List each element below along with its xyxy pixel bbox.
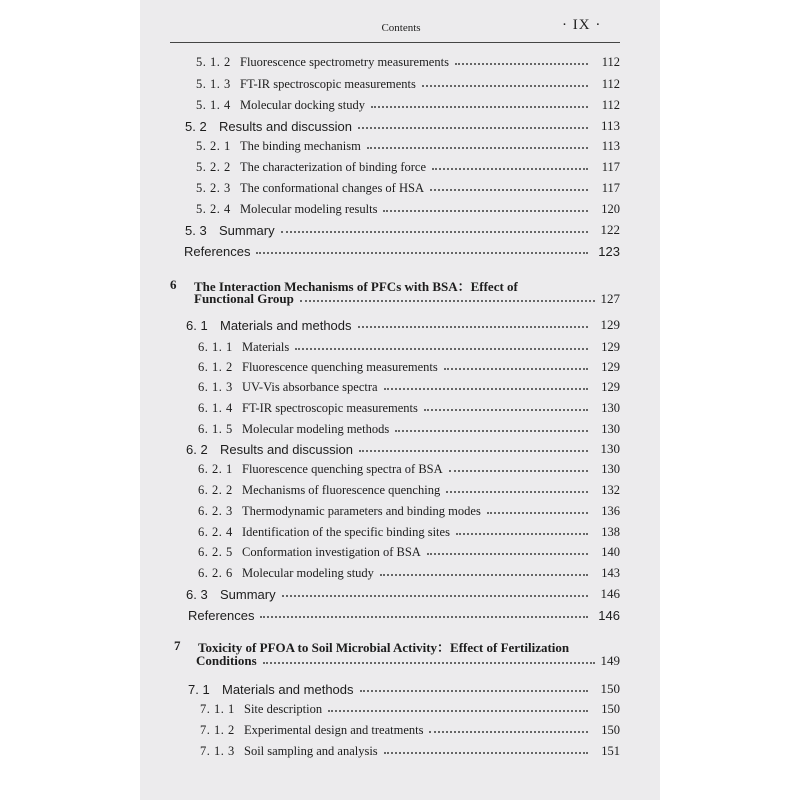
- toc-entry-page: 146: [600, 586, 620, 601]
- toc-entry-number: 5. 1. 2: [196, 54, 231, 69]
- toc-entry: [198, 501, 620, 521]
- toc-entry-label: Results and discussion: [220, 441, 353, 457]
- toc-entry-page: 130: [601, 421, 620, 436]
- toc-entry: [198, 419, 620, 439]
- toc-entry-label: Molecular modeling results: [240, 201, 378, 216]
- dot-leader: [384, 388, 588, 390]
- dot-leader: [449, 470, 588, 472]
- dot-leader: [395, 430, 588, 432]
- toc-entry-label: Site description: [244, 701, 323, 716]
- dot-leader: [444, 368, 588, 370]
- toc-section: [188, 679, 620, 699]
- toc-chapter-number: 6: [170, 277, 177, 292]
- toc-entry-number: 7. 1. 2: [200, 722, 235, 737]
- toc-entry-label: Thermodynamic parameters and binding modes: [242, 503, 481, 518]
- dot-leader: [282, 595, 588, 597]
- toc-section: [185, 220, 620, 240]
- toc-entry-number: 5. 3: [185, 222, 207, 238]
- header-rule: [170, 42, 620, 43]
- toc-entry: [198, 563, 620, 583]
- dot-leader: [430, 189, 588, 191]
- toc-entry-label: Fluorescence spectrometry measurements: [240, 54, 449, 69]
- toc-entry-number: 7. 1. 1: [200, 701, 235, 716]
- toc-entry: [196, 136, 620, 156]
- toc-entry-page: 120: [601, 201, 620, 216]
- toc-entry-label: Materials: [242, 339, 290, 354]
- toc-entry-label: Identification of the specific binding sites: [242, 524, 450, 539]
- toc-entry-label: Materials and methods: [222, 681, 354, 697]
- dot-leader: [427, 553, 588, 555]
- dot-leader: [424, 409, 588, 411]
- toc-entry-label: Results and discussion: [219, 118, 352, 134]
- toc-entry-number: 5. 1. 4: [196, 97, 231, 112]
- dot-leader: [358, 127, 588, 129]
- running-header-title: Contents: [381, 22, 421, 34]
- toc-section: [186, 439, 620, 459]
- toc-entry-label: Materials and methods: [220, 317, 352, 333]
- toc-entry: [198, 337, 620, 357]
- toc-section: [186, 584, 620, 604]
- toc-entry-page: 149: [600, 653, 620, 668]
- toc-entry-page: 127: [600, 291, 620, 306]
- toc-entry-page: 130: [600, 441, 620, 456]
- toc-entry-page: 112: [601, 54, 620, 69]
- toc-entry-page: 129: [601, 339, 620, 354]
- toc-entry-number: 6. 1. 1: [198, 339, 233, 354]
- toc-entry-label: Conformation investigation of BSA: [242, 544, 421, 559]
- toc-entry-page: 130: [601, 400, 620, 415]
- toc-chapter-title-line2: Functional Group: [194, 291, 294, 306]
- toc-entry: [196, 157, 620, 177]
- toc-entry-page: 112: [601, 97, 620, 112]
- toc-entry-number: 7. 1: [188, 681, 210, 697]
- toc-section: [185, 116, 620, 136]
- dot-leader: [487, 512, 588, 514]
- toc-entry-page: 113: [600, 118, 620, 133]
- book-page: [140, 0, 660, 800]
- dot-leader: [380, 574, 588, 576]
- toc-entry-label: Fluorescence quenching spectra of BSA: [242, 461, 443, 476]
- toc-entry-page: 146: [598, 607, 620, 623]
- dot-leader: [383, 210, 588, 212]
- dot-leader: [367, 147, 588, 149]
- toc-entry-number: 5. 2. 1: [196, 138, 231, 153]
- toc-entry-page: 113: [601, 138, 620, 153]
- toc-entry-label: FT-IR spectroscopic measurements: [242, 400, 418, 415]
- dot-leader: [358, 326, 588, 328]
- toc-entry-label: The binding mechanism: [240, 138, 361, 153]
- toc-chapter-number: 7: [174, 638, 181, 653]
- toc-entry-page: 129: [601, 379, 620, 394]
- toc-entry: [196, 52, 620, 72]
- toc-entry-page: 150: [601, 701, 620, 716]
- dot-leader: [328, 710, 588, 712]
- toc-entry-label: Summary: [219, 222, 275, 238]
- toc-entry-number: 5. 2. 4: [196, 201, 231, 216]
- toc-entry: [196, 95, 620, 115]
- toc-entry: [198, 398, 620, 418]
- toc-entry-label: FT-IR spectroscopic measurements: [240, 76, 416, 91]
- toc-entry-number: 6. 1. 4: [198, 400, 233, 415]
- toc-entry-label: References: [184, 243, 251, 259]
- dot-leader: [432, 168, 588, 170]
- running-header-page-number: · IX ·: [562, 17, 602, 33]
- dot-leader: [281, 231, 588, 233]
- toc-entry: [198, 459, 620, 479]
- toc-entry-number: 6. 2: [186, 441, 208, 457]
- toc-entry: [200, 699, 620, 719]
- toc-entry-label: Experimental design and treatments: [244, 722, 424, 737]
- toc-entry-number: 5. 2. 3: [196, 180, 231, 195]
- toc-entry: [198, 542, 620, 562]
- toc-entry-label: Molecular modeling methods: [242, 421, 390, 436]
- toc-entry: [196, 199, 620, 219]
- dot-leader: [260, 616, 588, 618]
- toc-entry-number: 6. 3: [186, 586, 208, 602]
- toc-chapter-continuation: [194, 289, 620, 309]
- toc-entry-label: Soil sampling and analysis: [244, 743, 378, 758]
- dot-leader: [384, 752, 588, 754]
- dot-leader: [455, 63, 588, 65]
- toc-entry-page: 132: [601, 482, 620, 497]
- dot-leader: [256, 252, 588, 254]
- toc-entry-page: 143: [601, 565, 620, 580]
- toc-entry-page: 130: [601, 461, 620, 476]
- dot-leader: [371, 106, 588, 108]
- dot-leader: [295, 348, 588, 350]
- toc-entry: [196, 74, 620, 94]
- dot-leader: [446, 491, 588, 493]
- toc-entry-number: 6. 2. 5: [198, 544, 233, 559]
- dot-leader: [422, 85, 588, 87]
- toc-entry-page: 117: [601, 159, 620, 174]
- toc-entry: [198, 522, 620, 542]
- toc-entry-page: 151: [601, 743, 620, 758]
- toc-entry-label: The conformational changes of HSA: [240, 180, 424, 195]
- toc-entry-label: The characterization of binding force: [240, 159, 427, 174]
- toc-entry: [200, 741, 620, 761]
- toc-section: [186, 315, 620, 335]
- toc-entry-page: 123: [598, 243, 620, 259]
- dot-leader: [263, 662, 595, 664]
- toc-entry-number: 6. 1. 2: [198, 359, 233, 374]
- toc-entry-number: 6. 2. 2: [198, 482, 233, 497]
- dot-leader: [300, 300, 595, 302]
- toc-chapter-continuation: [196, 651, 620, 671]
- toc-entry-number: 6. 2. 3: [198, 503, 233, 518]
- toc-entry-label: Summary: [220, 586, 276, 602]
- dot-leader: [429, 731, 588, 733]
- toc-entry-label: Molecular modeling study: [242, 565, 374, 580]
- toc-entry: [198, 480, 620, 500]
- toc-references: [184, 241, 620, 261]
- toc-entry-number: 6. 2. 4: [198, 524, 233, 539]
- toc-entry-page: 129: [600, 317, 620, 332]
- toc-entry-label: Molecular docking study: [240, 97, 365, 112]
- toc-entry-page: 112: [601, 76, 620, 91]
- toc-entry-page: 117: [601, 180, 620, 195]
- toc-entry-page: 150: [600, 681, 620, 696]
- toc-entry-label: Fluorescence quenching measurements: [242, 359, 438, 374]
- toc-entry-number: 5. 2. 2: [196, 159, 231, 174]
- toc-entry-number: 6. 1. 3: [198, 379, 233, 394]
- toc-entry-number: 5. 2: [185, 118, 207, 134]
- toc-entry: [200, 720, 620, 740]
- toc-entry-label: UV-Vis absorbance spectra: [242, 379, 378, 394]
- toc-entry-number: 6. 1. 5: [198, 421, 233, 436]
- toc-entry-number: 7. 1. 3: [200, 743, 235, 758]
- toc-entry-page: 129: [601, 359, 620, 374]
- dot-leader: [359, 450, 588, 452]
- toc-entry-page: 150: [601, 722, 620, 737]
- toc-entry-page: 136: [601, 503, 620, 518]
- dot-leader: [456, 533, 588, 535]
- toc-entry: [198, 377, 620, 397]
- toc-entry: [196, 178, 620, 198]
- toc-entry-label: Mechanisms of fluorescence quenching: [242, 482, 441, 497]
- toc-entry-page: 140: [601, 544, 620, 559]
- toc-entry: [198, 357, 620, 377]
- toc-chapter-title-line2: Conditions: [196, 653, 257, 668]
- toc-entry-number: 5. 1. 3: [196, 76, 231, 91]
- toc-entry-number: 6. 2. 6: [198, 565, 233, 580]
- toc-entry-number: 6. 2. 1: [198, 461, 233, 476]
- toc-chapter-title: Toxicity of PFOA to Soil Microbial Activity：Effect of Fertilization: [198, 639, 570, 655]
- dot-leader: [360, 690, 588, 692]
- toc-entry-page: 138: [601, 524, 620, 539]
- toc-entry-number: 6. 1: [186, 317, 208, 333]
- toc-entry-label: References: [188, 607, 255, 623]
- toc-entry-page: 122: [600, 222, 620, 237]
- toc-references: [188, 605, 620, 625]
- toc-chapter-title: The Interaction Mechanisms of PFCs with BSA：Effect of: [194, 278, 518, 294]
